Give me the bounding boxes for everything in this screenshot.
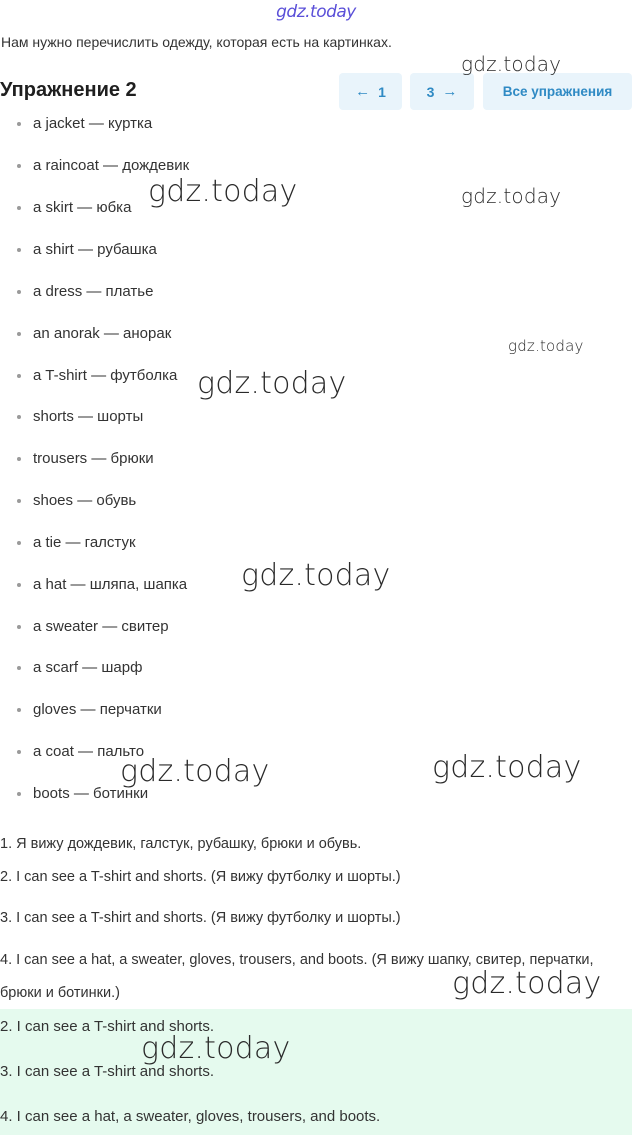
- arrow-left-icon: ←: [355, 83, 371, 100]
- bullet-icon: [17, 499, 21, 503]
- list-item: a hat — шляпа, шапка: [17, 576, 187, 593]
- bullet-icon: [17, 666, 21, 670]
- watermark: gdz.today: [452, 966, 602, 1001]
- list-item: a jacket — куртка: [17, 115, 152, 132]
- bullet-icon: [17, 290, 21, 294]
- bullet-icon: [17, 415, 21, 419]
- bullet-icon: [17, 541, 21, 545]
- watermark: gdz.today: [461, 184, 562, 208]
- bullet-icon: [17, 206, 21, 210]
- list-item: trousers — брюки: [17, 450, 154, 467]
- watermark: gdz.today: [141, 1031, 291, 1066]
- watermark: gdz.today: [432, 750, 582, 785]
- answer-line: 1. Я вижу дождевик, галстук, рубашку, брюки и обувь.: [0, 836, 362, 852]
- all-exercises-button[interactable]: Все упражнения: [483, 73, 632, 110]
- list-item: a tie — галстук: [17, 534, 136, 551]
- intro-text: Нам нужно перечислить одежду, которая есть на картинках.: [1, 34, 392, 50]
- bullet-icon: [17, 122, 21, 126]
- answer-line: 3. I can see a T-shirt and shorts. (Я вижу футболку и шорты.): [0, 910, 401, 926]
- prev-exercise-label: 1: [378, 83, 386, 100]
- list-item: boots — ботинки: [17, 785, 148, 802]
- list-item: a scarf — шарф: [17, 659, 142, 676]
- list-item: a sweater — свитер: [17, 618, 169, 635]
- bullet-icon: [17, 248, 21, 252]
- bullet-icon: [17, 583, 21, 587]
- bullet-icon: [17, 625, 21, 629]
- list-item: a T-shirt — футболка: [17, 367, 177, 384]
- arrow-right-icon: →: [442, 83, 458, 100]
- list-item: gloves — перчатки: [17, 701, 162, 718]
- list-item: shorts — шорты: [17, 408, 143, 425]
- bullet-icon: [17, 374, 21, 378]
- watermark: gdz.today: [461, 52, 562, 76]
- next-exercise-button[interactable]: [410, 73, 474, 110]
- watermark: gdz.today: [120, 754, 270, 789]
- bullet-icon: [17, 708, 21, 712]
- answer-line: 2. I can see a T-shirt and shorts. (Я вижу футболку и шорты.): [0, 869, 401, 885]
- list-item: a raincoat — дождевик: [17, 157, 189, 174]
- next-exercise-label: 3: [426, 83, 435, 100]
- watermark: gdz.today: [508, 337, 584, 355]
- site-logo[interactable]: gdz.today: [276, 2, 356, 22]
- list-item: shoes — обувь: [17, 492, 136, 509]
- bullet-icon: [17, 164, 21, 168]
- list-item: a skirt — юбка: [17, 199, 131, 216]
- highlighted-answer-line: 3. I can see a T-shirt and shorts.: [0, 1063, 214, 1080]
- watermark: gdz.today: [197, 366, 347, 401]
- exercise-title: Упражнение 2: [0, 79, 137, 101]
- bullet-icon: [17, 750, 21, 754]
- highlighted-answer-line: 4. I can see a hat, a sweater, gloves, trousers, and boots.: [0, 1108, 381, 1125]
- watermark: gdz.today: [148, 174, 298, 209]
- list-item: an anorak — анорак: [17, 325, 171, 342]
- bullet-icon: [17, 457, 21, 461]
- list-item: a coat — пальто: [17, 743, 144, 760]
- list-item: a shirt — рубашка: [17, 241, 157, 258]
- bullet-icon: [17, 792, 21, 796]
- list-item: a dress — платье: [17, 283, 153, 300]
- highlighted-answer-box: [0, 1009, 632, 1135]
- prev-exercise-button[interactable]: [339, 73, 402, 110]
- answer-line: 4. I can see a hat, a sweater, gloves, trousers, and boots. (Я вижу шапку, свитер, перчатки, брюки и ботинки.): [0, 952, 594, 1001]
- bullet-icon: [17, 332, 21, 336]
- watermark: gdz.today: [241, 558, 391, 593]
- highlighted-answer-line: 2. I can see a T-shirt and shorts.: [0, 1018, 214, 1035]
